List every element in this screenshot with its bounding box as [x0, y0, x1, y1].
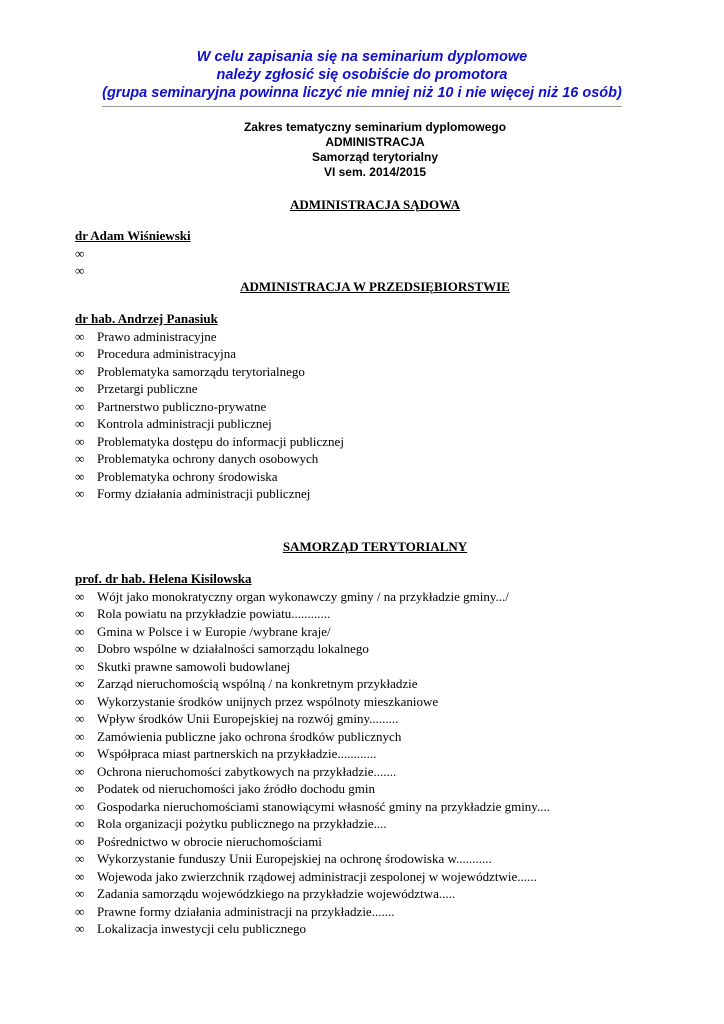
infinity-bullet-icon: ∞ — [75, 921, 85, 936]
topic-text: Kontrola administracji publicznej — [97, 416, 272, 431]
section-title-administracja-sadowa: ADMINISTRACJA SĄDOWA — [289, 197, 461, 212]
infinity-bullet-icon: ∞ — [75, 728, 85, 744]
infinity-bullet-icon: ∞ — [75, 588, 85, 604]
list-item — [75, 763, 695, 781]
topic-text: Skutki prawne samowoli budowlanej — [97, 658, 291, 674]
list-item — [75, 328, 695, 346]
infinity-bullet-icon: ∞ — [75, 833, 85, 849]
supervisor-name: prof. dr hab. Helena Kisilowska — [75, 571, 252, 586]
topic-text: Ochrona nieruchomości zabytkowych na przykładzie....... — [97, 763, 397, 779]
notice-line-1: W celu zapisania się na seminarium dyplomowe — [196, 49, 528, 65]
list-item — [75, 693, 695, 711]
infinity-bullet-icon: ∞ — [75, 245, 85, 261]
list-item — [75, 468, 695, 486]
infinity-bullet-icon: ∞ — [75, 451, 85, 466]
list-item — [75, 380, 695, 398]
infinity-bullet-icon: ∞ — [75, 676, 85, 691]
infinity-bullet-icon: ∞ — [75, 381, 85, 396]
list-item — [75, 920, 695, 938]
topic-text: Prawo administracyjne — [97, 328, 217, 344]
section-samorzad-terytorialny — [75, 570, 695, 938]
infinity-bullet-icon: ∞ — [75, 903, 85, 919]
header-line-1: Zakres tematyczny seminarium dyplomowego — [243, 120, 507, 134]
notice-line-2: należy zgłosić się osobiście do promotora — [216, 67, 508, 83]
topic-text: Lokalizacja inwestycji celu publicznego — [97, 921, 306, 936]
enrollment-notice — [0, 48, 724, 102]
list-item — [75, 245, 695, 263]
infinity-bullet-icon: ∞ — [75, 763, 85, 779]
header-line-3: Samorząd terytorialny — [311, 150, 439, 164]
list-item — [75, 398, 695, 416]
infinity-bullet-icon: ∞ — [75, 328, 85, 344]
list-item — [75, 450, 695, 468]
supervisor-name: dr Adam Wiśniewski — [75, 228, 191, 243]
list-item — [75, 798, 695, 816]
list-item — [75, 850, 695, 868]
infinity-bullet-icon: ∞ — [75, 486, 85, 501]
topic-text: Problematyka samorządu terytorialnego — [97, 363, 305, 379]
list-item — [75, 710, 695, 728]
infinity-bullet-icon: ∞ — [75, 658, 85, 674]
list-item — [75, 903, 695, 921]
topic-text: Partnerstwo publiczno-prywatne — [97, 398, 267, 414]
infinity-bullet-icon: ∞ — [75, 851, 85, 866]
list-item — [75, 675, 695, 693]
topic-text: Gospodarka nieruchomościami stanowiącymi własność gminy na przykładzie gminy.... — [97, 798, 550, 814]
topic-text: Współpraca miast partnerskich na przykładzie............ — [97, 746, 377, 761]
infinity-bullet-icon: ∞ — [75, 433, 85, 449]
list-item — [75, 623, 695, 641]
topic-text: Wykorzystanie środków unijnych przez wspólnoty mieszkaniowe — [97, 693, 439, 709]
infinity-bullet-icon: ∞ — [75, 781, 85, 796]
list-item — [75, 780, 695, 798]
infinity-bullet-icon: ∞ — [75, 623, 85, 639]
list-item — [75, 815, 695, 833]
notice-line-3: (grupa seminaryjna powinna liczyć nie mniej niż 10 i nie więcej niż 16 osób) — [102, 85, 622, 101]
supervisor-name: dr hab. Andrzej Panasiuk — [75, 311, 218, 326]
list-item — [75, 363, 695, 381]
infinity-bullet-icon: ∞ — [75, 798, 85, 814]
section-title-samorzad-terytorialny: SAMORZĄD TERYTORIALNY — [282, 539, 468, 554]
infinity-bullet-icon: ∞ — [75, 816, 85, 831]
section-administracja-sadowa — [75, 227, 695, 280]
document-header — [0, 120, 724, 180]
list-item — [75, 885, 695, 903]
section-title-administracja-w-przedsiebiorstwie: ADMINISTRACJA W PRZEDSIĘBIORSTWIE — [240, 279, 510, 294]
infinity-bullet-icon: ∞ — [75, 693, 85, 709]
list-item — [75, 433, 695, 451]
list-item — [75, 658, 695, 676]
infinity-bullet-icon: ∞ — [75, 468, 85, 484]
topic-text: Formy działania administracji publicznej — [97, 486, 311, 501]
infinity-bullet-icon: ∞ — [75, 746, 85, 761]
list-item — [75, 588, 695, 606]
list-item — [75, 728, 695, 746]
list-item — [75, 605, 695, 623]
list-item — [75, 868, 695, 886]
topic-text: Rola organizacji pożytku publicznego na przykładzie.... — [97, 816, 387, 831]
list-item — [75, 262, 695, 280]
topic-text: Problematyka ochrony środowiska — [97, 468, 278, 484]
topic-text: Zadania samorządu wojewódzkiego na przykładzie województwa..... — [97, 886, 456, 901]
topic-text: Zamówienia publiczne jako ochrona środków publicznych — [97, 728, 402, 744]
section-administracja-w-przedsiebiorstwie — [75, 310, 695, 503]
infinity-bullet-icon: ∞ — [75, 711, 85, 726]
topic-text: Procedura administracyjna — [97, 346, 236, 361]
header-line-4: VI sem. 2014/2015 — [323, 165, 427, 179]
horizontal-divider — [102, 106, 622, 107]
topic-text: Problematyka ochrony danych osobowych — [97, 451, 319, 466]
list-item — [75, 485, 695, 503]
topic-text: Wykorzystanie funduszy Unii Europejskiej na ochronę środowiska w........... — [97, 851, 492, 866]
topic-text: Pośrednictwo w obrocie nieruchomościami — [97, 833, 322, 849]
infinity-bullet-icon: ∞ — [75, 363, 85, 379]
infinity-bullet-icon: ∞ — [75, 398, 85, 414]
list-item — [75, 640, 695, 658]
infinity-bullet-icon: ∞ — [75, 886, 85, 901]
topic-text: Podatek od nieruchomości jako źródło dochodu gmin — [97, 781, 376, 796]
topic-text: Wpływ środków Unii Europejskiej na rozwój gminy......... — [97, 711, 399, 726]
topic-text: Wojewoda jako zwierzchnik rządowej administracji zespolonej w województwie...... — [97, 868, 537, 884]
topic-text: Problematyka dostępu do informacji publicznej — [97, 433, 344, 449]
list-item — [75, 745, 695, 763]
infinity-bullet-icon: ∞ — [75, 606, 85, 621]
list-item — [75, 415, 695, 433]
infinity-bullet-icon: ∞ — [75, 641, 85, 656]
topic-text: Gmina w Polsce i w Europie /wybrane kraje/ — [97, 623, 331, 639]
infinity-bullet-icon: ∞ — [75, 263, 85, 278]
topic-text: Dobro wspólne w działalności samorządu lokalnego — [97, 641, 369, 656]
topic-text: Prawne formy działania administracji na przykładzie....... — [97, 903, 395, 919]
topic-text: Wójt jako monokratyczny organ wykonawczy gminy / na przykładzie gminy.../ — [97, 588, 509, 604]
topic-text: Zarząd nieruchomością wspólną / na konkretnym przykładzie — [97, 676, 418, 691]
infinity-bullet-icon: ∞ — [75, 416, 85, 431]
topic-text: Przetargi publiczne — [97, 381, 198, 396]
header-line-2: ADMINISTRACJA — [325, 135, 425, 149]
list-item — [75, 345, 695, 363]
infinity-bullet-icon: ∞ — [75, 346, 85, 361]
list-item — [75, 833, 695, 851]
infinity-bullet-icon: ∞ — [75, 868, 85, 884]
topic-text: Rola powiatu na przykładzie powiatu............ — [97, 606, 331, 621]
